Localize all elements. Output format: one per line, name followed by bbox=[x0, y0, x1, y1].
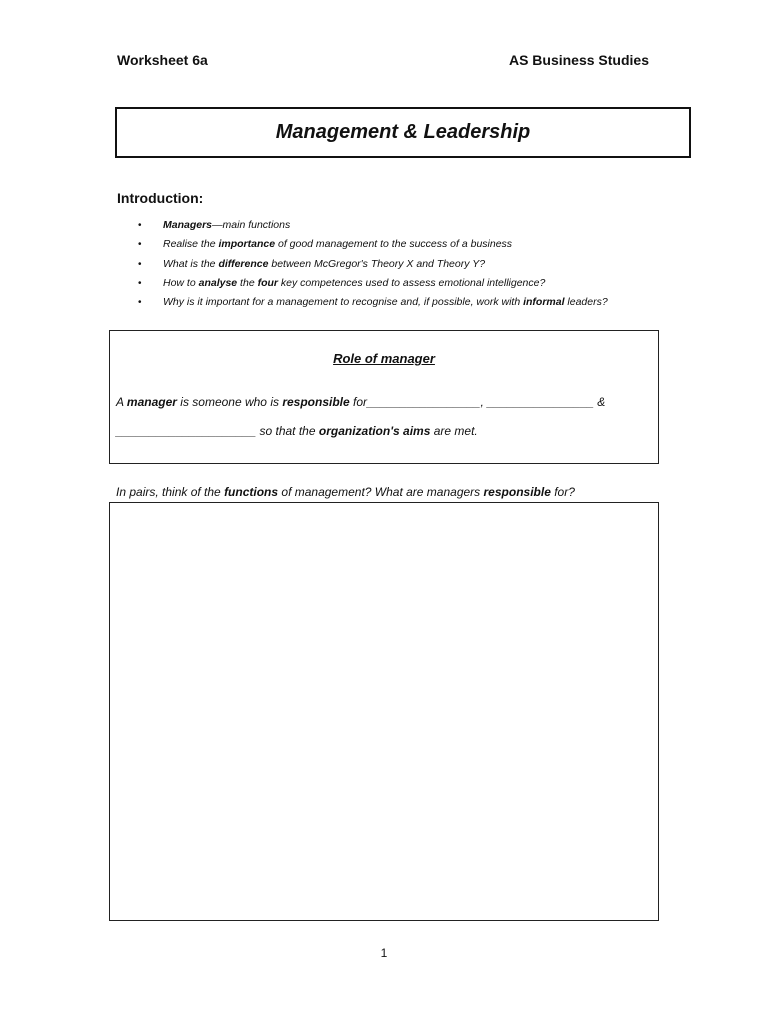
title-box bbox=[115, 107, 691, 158]
list-item bbox=[138, 216, 698, 235]
list-text: —main functions bbox=[212, 219, 291, 231]
list-bold: difference bbox=[218, 257, 269, 270]
question-text: In pairs, think of the bbox=[116, 485, 225, 499]
bullet-icon: • bbox=[138, 297, 142, 309]
definition-blank[interactable]: _____________________ so that the bbox=[116, 424, 319, 438]
list-bold: informal bbox=[523, 296, 565, 309]
list-item bbox=[138, 255, 698, 274]
introduction-heading: Introduction: bbox=[117, 190, 204, 206]
definition-text: is someone who is bbox=[176, 395, 283, 409]
question-text: of management? What are managers bbox=[278, 485, 484, 499]
question-bold: functions bbox=[224, 485, 279, 499]
list-bold: Managers bbox=[163, 219, 213, 231]
page-title: Management & Leadership bbox=[275, 121, 531, 143]
definition-text: A bbox=[116, 395, 127, 409]
worksheet-label: Worksheet 6a bbox=[117, 52, 208, 68]
question-text: for? bbox=[550, 485, 575, 499]
definition-line bbox=[116, 424, 478, 438]
list-bold: analyse bbox=[198, 276, 238, 289]
definition-text: are met. bbox=[430, 424, 478, 438]
page-number: 1 bbox=[380, 946, 388, 960]
list-item bbox=[138, 293, 698, 312]
definition-line bbox=[116, 395, 605, 409]
list-text: What is the bbox=[163, 257, 219, 270]
list-item bbox=[138, 274, 698, 293]
list-text: How to bbox=[163, 276, 199, 289]
definition-bold: responsible bbox=[282, 395, 350, 409]
bullet-icon: • bbox=[138, 220, 142, 231]
pairs-question bbox=[116, 485, 575, 499]
role-title: Role of manager bbox=[333, 351, 435, 366]
definition-bold: organization's aims bbox=[318, 424, 431, 438]
definition-bold: manager bbox=[126, 395, 177, 409]
list-item bbox=[138, 235, 698, 254]
list-bold: four bbox=[257, 276, 278, 289]
list-text: key competences used to assess emotional intelligence? bbox=[278, 276, 546, 289]
bullet-icon: • bbox=[138, 239, 142, 251]
bullet-icon: • bbox=[138, 277, 142, 289]
subject-label: AS Business Studies bbox=[508, 52, 649, 68]
role-of-manager-box bbox=[109, 330, 659, 464]
list-text: Why is it important for a management to recognise and, if possible, work with bbox=[163, 296, 524, 309]
list-text: Realise the bbox=[163, 238, 219, 251]
question-bold: responsible bbox=[483, 485, 551, 499]
list-text: between McGregor's Theory X and Theory Y? bbox=[268, 257, 486, 270]
list-text: the bbox=[237, 276, 258, 289]
introduction-list bbox=[138, 216, 698, 312]
definition-blanks[interactable]: for_________________, ________________ & bbox=[349, 395, 606, 409]
list-text: of good management to the success of a business bbox=[275, 238, 513, 251]
list-bold: importance bbox=[218, 238, 276, 251]
list-text: leaders? bbox=[564, 296, 608, 309]
answer-area[interactable] bbox=[109, 502, 659, 921]
bullet-icon: • bbox=[138, 258, 142, 270]
